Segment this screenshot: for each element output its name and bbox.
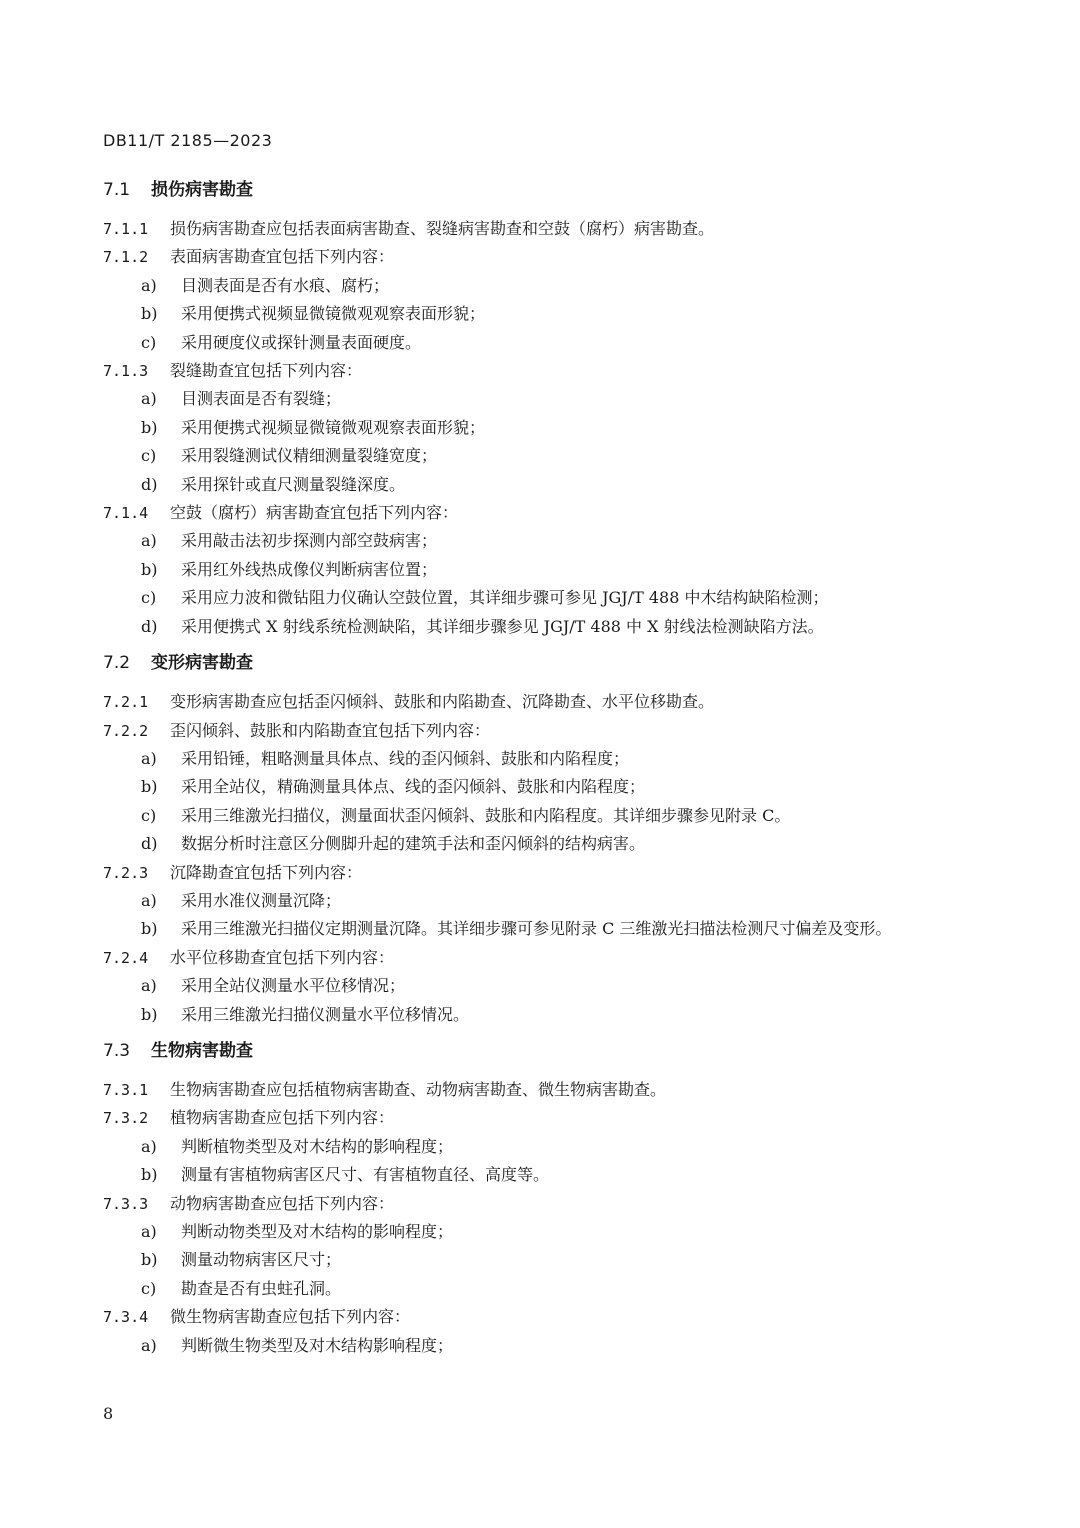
list-item-text: 采用三维激光扫描仪，测量面状歪闪倾斜、鼓胀和内陷程度。其详细步骤参见附录 C。: [181, 805, 791, 825]
list-item-text: 数据分析时注意区分侧脚升起的建筑手法和歪闪倾斜的结构病害。: [181, 834, 646, 854]
list-item-text: 采用硬度仪或探针测量表面硬度。: [181, 332, 422, 352]
list-item-label: d): [141, 616, 158, 636]
list-item: [103, 830, 973, 858]
list-item-label: a): [141, 1222, 157, 1241]
clause: [103, 215, 973, 243]
list-item-label: b): [141, 1004, 158, 1024]
list-item-text: 采用敲击法初步探测内部空鼓病害；: [181, 531, 438, 551]
clause-text: 表面病害勘查宜包括下列内容：: [170, 247, 395, 267]
page-number: 8: [103, 1404, 114, 1423]
list-item: [103, 1246, 973, 1274]
list-item-text: 采用便携式 X 射线系统检测缺陷，其详细步骤参见 JGJ/T 488 中 X 射线法检测缺陷方法。: [181, 616, 824, 636]
list-item: [103, 1133, 973, 1161]
list-item: [103, 414, 973, 442]
list-item-text: 勘查是否有虫蛀孔洞。: [181, 1278, 342, 1298]
clause-number: 7.1.4: [103, 504, 149, 523]
clause-text: 微生物病害勘查应包括下列内容：: [170, 1307, 411, 1327]
list-item-label: b): [141, 777, 158, 797]
list-item: [103, 442, 973, 470]
clause-number: 7.2.1: [103, 693, 149, 712]
list-item-label: a): [141, 890, 157, 910]
clause-number: 7.3.1: [103, 1080, 149, 1099]
list-item-text: 采用应力波和微钻阻力仪确认空鼓位置，其详细步骤可参见 JGJ/T 488 中木结构缺陷检测；: [181, 588, 829, 608]
list-item: [103, 613, 973, 641]
list-item-text: 判断植物类型及对木结构的影响程度；: [181, 1136, 454, 1156]
clause-text: 植物病害勘查应包括下列内容：: [170, 1108, 395, 1128]
list-item-text: 采用探针或直尺测量裂缝深度。: [181, 474, 406, 494]
list-item-label: c): [141, 805, 157, 825]
section-title: 变形病害勘查: [151, 653, 253, 674]
document-header: DB11/T 2185—2023: [103, 131, 273, 150]
section-number: 7.2: [103, 653, 131, 674]
section-heading: [103, 1037, 973, 1065]
clause-text: 歪闪倾斜、鼓胀和内陷勘查宜包括下列内容：: [170, 720, 491, 740]
list-item: [103, 1161, 973, 1189]
clause-number: 7.2.2: [103, 721, 149, 740]
list-item: [103, 1275, 973, 1303]
clause-number: 7.3.4: [103, 1308, 149, 1327]
list-item-label: b): [141, 304, 158, 324]
list-item-label: c): [141, 446, 157, 466]
list-item-label: a): [141, 531, 157, 551]
list-item: [103, 745, 973, 773]
list-item-label: c): [141, 332, 157, 352]
list-item-text: 采用三维激光扫描仪定期测量沉降。其详细步骤可参见附录 C 三维激光扫描法检测尺寸偏差及变形。: [181, 919, 892, 939]
list-item-text: 判断动物类型及对木结构的影响程度；: [181, 1222, 454, 1241]
list-item-text: 采用红外线热成像仪判断病害位置；: [181, 559, 438, 579]
clause-number: 7.3.3: [103, 1194, 149, 1213]
list-item-label: b): [141, 1250, 158, 1270]
clause-text: 水平位移勘查宜包括下列内容：: [170, 947, 395, 967]
list-item-label: c): [141, 588, 157, 608]
clause: [103, 1104, 973, 1132]
clause-text: 变形病害勘查应包括歪闪倾斜、鼓胀和内陷勘查、沉降勘查、水平位移勘查。: [170, 692, 715, 712]
list-item-text: 采用裂缝测试仪精细测量裂缝宽度；: [181, 446, 438, 466]
clause-text: 生物病害勘查应包括植物病害勘查、动物病害勘查、微生物病害勘查。: [170, 1079, 667, 1099]
clause-text: 裂缝勘查宜包括下列内容：: [170, 361, 363, 381]
list-item: [103, 300, 973, 328]
list-item: [103, 471, 973, 499]
list-item-label: a): [141, 1335, 157, 1355]
list-item: [103, 385, 973, 413]
clause: [103, 717, 973, 745]
list-item-label: a): [141, 389, 157, 409]
list-item-label: c): [141, 1278, 157, 1298]
list-item-label: b): [141, 1165, 158, 1185]
list-item-label: a): [141, 1136, 157, 1156]
clause-number: 7.3.2: [103, 1109, 149, 1128]
list-item-label: a): [141, 976, 157, 996]
clause: [103, 859, 973, 887]
list-item: [103, 802, 973, 830]
clause: [103, 944, 973, 972]
list-item: [103, 972, 973, 1000]
list-item: [103, 556, 973, 584]
section-heading: [103, 649, 973, 677]
list-item-text: 采用便携式视频显微镜微观观察表面形貌；: [181, 417, 486, 437]
list-item-label: d): [141, 834, 158, 854]
list-item-label: b): [141, 919, 158, 939]
clause: [103, 499, 973, 527]
section-number: 7.1: [103, 180, 131, 200]
list-item-label: a): [141, 275, 157, 295]
list-item-text: 目测表面是否有裂缝；: [181, 389, 342, 409]
clause: [103, 357, 973, 385]
list-item: [103, 773, 973, 801]
list-item-label: b): [141, 559, 158, 579]
clause-number: 7.2.4: [103, 948, 149, 967]
list-item-text: 测量有害植物病害区尺寸、有害植物直径、高度等。: [181, 1165, 550, 1185]
list-item: [103, 329, 973, 357]
section-number: 7.3: [103, 1040, 131, 1061]
list-item: [103, 584, 973, 612]
clause: [103, 243, 973, 271]
list-item: [103, 527, 973, 555]
list-item-text: 采用便携式视频显微镜微观观察表面形貌；: [181, 304, 486, 324]
list-item-text: 判断微生物类型及对木结构影响程度；: [181, 1335, 454, 1355]
list-item-text: 采用三维激光扫描仪测量水平位移情况。: [181, 1004, 470, 1024]
document-body: [103, 176, 973, 1360]
section-title: 损伤病害勘查: [151, 180, 253, 200]
list-item-text: 采用全站仪，精确测量具体点、线的歪闪倾斜、鼓胀和内陷程度；: [181, 777, 646, 797]
list-item-text: 采用铅锤，粗略测量具体点、线的歪闪倾斜、鼓胀和内陷程度；: [181, 748, 630, 768]
list-item-text: 采用水准仪测量沉降；: [181, 890, 342, 910]
clause-text: 空鼓（腐朽）病害勘查宜包括下列内容：: [170, 503, 459, 523]
list-item-text: 目测表面是否有水痕、腐朽；: [181, 275, 390, 295]
section-heading: [103, 176, 973, 204]
list-item: [103, 1218, 973, 1246]
list-item: [103, 1332, 973, 1360]
clause-number: 7.1.1: [103, 220, 149, 238]
clause: [103, 688, 973, 716]
list-item: [103, 887, 973, 915]
list-item: [103, 915, 973, 943]
clause: [103, 1190, 973, 1218]
clause: [103, 1303, 973, 1331]
clause-text: 动物病害勘查应包括下列内容：: [170, 1193, 395, 1213]
clause-text: 损伤病害勘查应包括表面病害勘查、裂缝病害勘查和空鼓（腐朽）病害勘查。: [170, 219, 715, 238]
list-item-text: 测量动物病害区尺寸；: [181, 1250, 342, 1270]
clause-number: 7.1.2: [103, 248, 149, 267]
list-item: [103, 1001, 973, 1029]
clause: [103, 1076, 973, 1104]
clause-number: 7.2.3: [103, 863, 149, 882]
clause-text: 沉降勘查宜包括下列内容：: [170, 862, 363, 882]
clause-number: 7.1.3: [103, 362, 149, 381]
list-item-label: a): [141, 748, 157, 768]
section-title: 生物病害勘查: [151, 1040, 253, 1061]
list-item-label: d): [141, 474, 158, 494]
list-item: [103, 272, 973, 300]
list-item-text: 采用全站仪测量水平位移情况；: [181, 976, 406, 996]
list-item-label: b): [141, 417, 158, 437]
